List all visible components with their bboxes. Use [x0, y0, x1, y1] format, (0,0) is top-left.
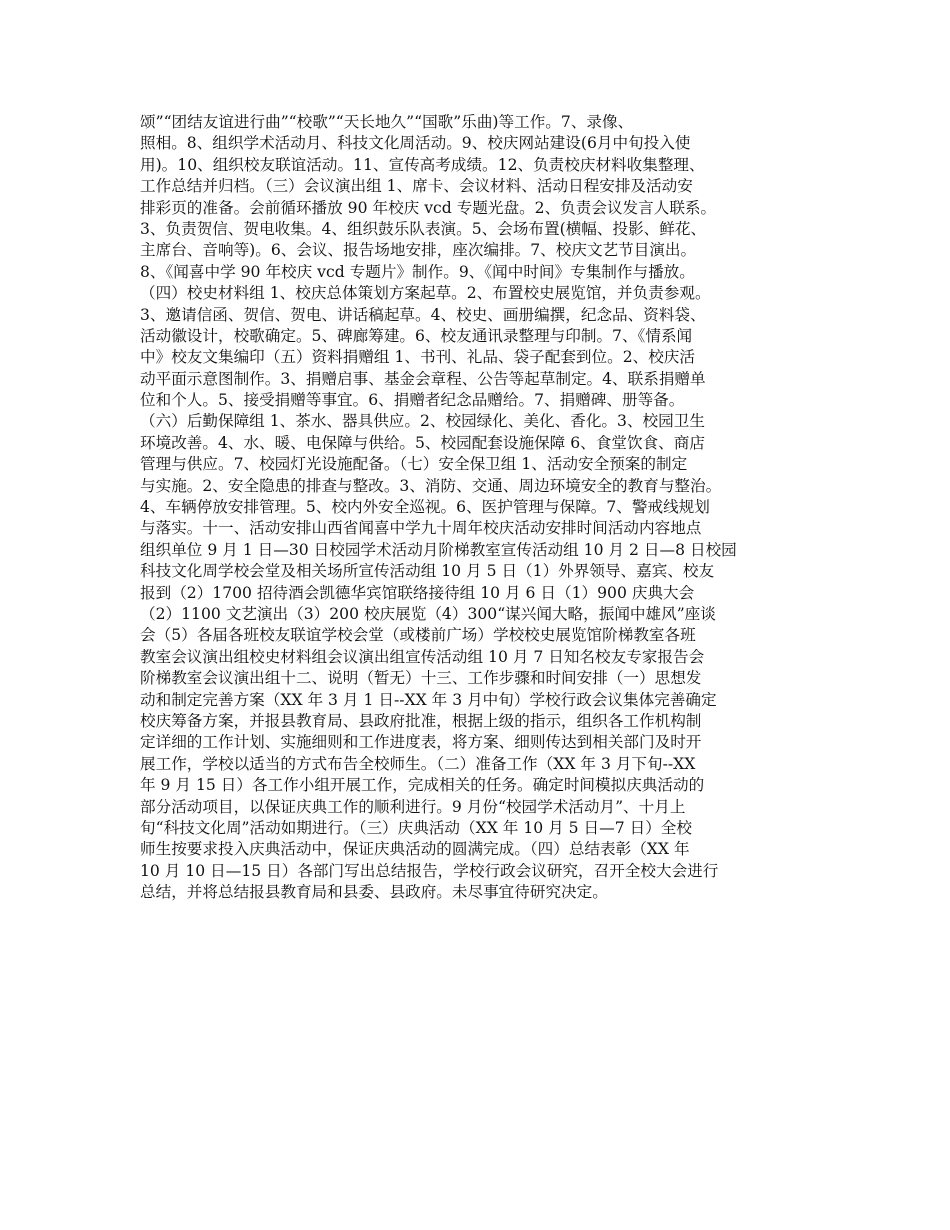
- text-line: 管理与供应。7、校园灯光设施配备。（七）安全保卫组 1、活动安全预案的制定: [140, 455, 688, 474]
- text-line: （六）后勤保障组 1、茶水、器具供应。2、校园绿化、美化、香化。3、校园卫生: [140, 412, 705, 431]
- text-line: 4、车辆停放安排管理。5、校内外安全巡视。6、医护管理与保障。7、警戒线规划: [140, 498, 710, 517]
- text-line: 总结，并将总结报县教育局和县委、县政府。未尽事宜待研究决定。: [140, 883, 608, 902]
- text-line: 部分活动项目，以保证庆典工作的顺利进行。9 月份“校园学术活动月”、十月上: [140, 797, 686, 816]
- text-line: 10 月 10 日—15 日）各部门写出总结报告，学校行政会议研究，召开全校大会进行: [140, 861, 719, 880]
- text-line: 照相。8、组织学术活动月、科技文化周活动。9、校庆网站建设(6月中旬投入使: [140, 134, 691, 153]
- text-line: 颂”“团结友谊进行曲”“校歌”“天长地久”“国歌”乐曲)等工作。7、录像、: [140, 113, 634, 131]
- text-line: （2）1100 文艺演出（3）200 校庆展览（4）300“谋兴闻大略，振闻中雄风”座谈: [140, 604, 716, 623]
- text-line: 科技文化周学校会堂及相关场所宣传活动组 10 月 5 日（1）外界领导、嘉宾、校友: [140, 562, 715, 581]
- text-line: 环境改善。4、水、暖、电保障与供给。5、校园配套设施保障 6、食堂饮食、商店: [140, 433, 705, 452]
- text-line: 主席台、音响等)。6、会议、报告场地安排，座次编排。7、校庆文艺节目演出。: [140, 241, 697, 260]
- text-line: 教室会议演出组校史材料组会议演出组宣传活动组 10 月 7 日知名校友专家报告会: [140, 647, 705, 666]
- text-line: （四）校史材料组 1、校庆总体策划方案起草。2、布置校史展览馆，并负责参观。: [140, 284, 711, 303]
- text-line: 展工作，学校以适当的方式布告全校师生。（二）准备工作（XX 年 3 月下旬--XX: [140, 754, 696, 773]
- text-line: 排彩页的准备。会前循环播放 90 年校庆 vcd 专题光盘。2、负责会议发言人联系。: [140, 198, 717, 217]
- text-line: 8、《闻喜中学 90 年校庆 vcd 专题片》制作。9、《闻中时间》专集制作与播放。: [140, 262, 695, 281]
- text-line: 校庆筹备方案，并报县教育局、县政府批准，根据上级的指示，组织各工作机构制: [140, 711, 702, 730]
- text-line: 3、负责贺信、贺电收集。4、组织鼓乐队表演。5、会场布置(横幅、投影、鲜花、: [140, 219, 707, 238]
- text-line: 定详细的工作计划、实施细则和工作进度表，将方案、细则传达到相关部门及时开: [140, 733, 702, 752]
- text-line: 动和制定完善方案（XX 年 3 月 1 日--XX 年 3 月中旬）学校行政会议集体完善确定: [140, 690, 717, 709]
- text-line: 工作总结并归档。（三）会议演出组 1、席卡、会议材料、活动日程安排及活动安: [140, 177, 693, 196]
- text-line: 与落实。十一、活动安排山西省闻喜中学九十周年校庆活动安排时间活动内容地点: [140, 519, 702, 538]
- text-line: 阶梯教室会议演出组十二、说明（暂无）十三、工作步骤和时间安排（一）思想发: [140, 669, 702, 688]
- text-line: 报到（2）1700 招待酒会凯德华宾馆联络接待组 10 月 6 日（1）900 庆典大会: [140, 583, 695, 602]
- text-line: 与实施。2、安全隐患的排查与整改。3、消防、交通、周边环境安全的教育与整治。: [140, 476, 722, 495]
- text-line: 用)。10、组织校友联谊活动。11、宣传高考成绩。12、负责校庆材料收集整理、: [140, 155, 705, 174]
- text-line: 位和个人。5、接受捐赠等事宜。6、捐赠者纪念品赠给。7、捐赠碑、册等备。: [140, 391, 685, 410]
- text-line: 年 9 月 15 日）各工作小组开展工作，完成相关的任务。确定时间模拟庆典活动的: [140, 776, 705, 795]
- text-line: 会（5）各届各班校友联谊学校会堂（或楼前广场）学校校史展览馆阶梯教室各班: [140, 626, 696, 645]
- document-body-text: [140, 112, 830, 903]
- text-line: 活动徽设计，校歌确定。5、碑廊筹建。6、校友通讯录整理与印制。7、《情系闻: [140, 326, 693, 345]
- text-line: 师生按要求投入庆典活动中，保证庆典活动的圆满完成。（四）总结表彰（XX 年: [140, 840, 690, 859]
- text-line: 组织单位 9 月 1 日—30 日校园学术活动月阶梯教室宣传活动组 10 月 2 日—8 日校园: [140, 540, 737, 559]
- text-line: 动平面示意图制作。3、捐赠启事、基金会章程、公告等起草制定。4、联系捐赠单: [140, 369, 706, 388]
- text-line: 3、邀请信函、贺信、贺电、讲话稿起草。4、校史、画册编撰，纪念品、资料袋、: [140, 305, 706, 324]
- text-line: 中》校友文集编印（五）资料捐赠组 1、书刊、礼品、袋子配套到位。2、校庆活: [140, 348, 695, 367]
- text-line: 旬“科技文化周”活动如期进行。（三）庆典活动（XX 年 10 月 5 日—7 日）全校: [140, 818, 692, 837]
